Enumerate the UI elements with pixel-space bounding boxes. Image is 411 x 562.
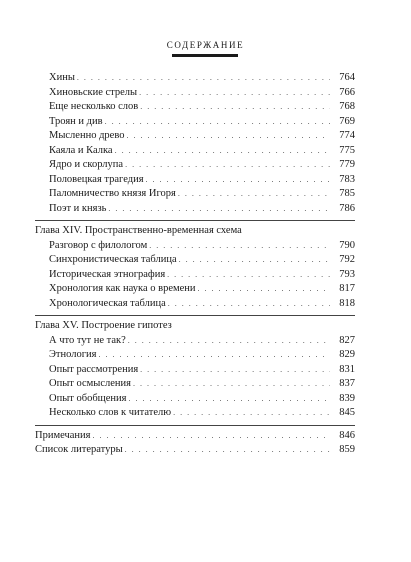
table-of-contents <box>35 71 355 458</box>
toc-entry-title: Опыт осмысления <box>49 378 131 389</box>
dot-leader <box>93 429 330 444</box>
toc-entry-title: Хиновьские стрелы <box>49 86 138 98</box>
dot-leader <box>105 115 330 130</box>
toc-entry[interactable] <box>35 173 355 188</box>
dot-leader <box>168 297 330 312</box>
toc-entry-page: 859 <box>339 444 355 455</box>
dot-leader <box>173 406 330 421</box>
toc-entry[interactable] <box>35 392 355 407</box>
toc-entry[interactable] <box>35 202 355 217</box>
toc-entry[interactable] <box>35 348 355 363</box>
toc-entry-title: А что тут не так? <box>49 334 126 346</box>
toc-entry-page: 827 <box>339 334 355 346</box>
toc-entry-title: Примечания <box>35 429 91 441</box>
toc-entry[interactable] <box>35 377 355 392</box>
toc-entry[interactable] <box>35 253 355 268</box>
toc-entry-title: Еще несколько слов <box>49 101 139 112</box>
toc-entry-title: Троян и див <box>49 115 103 127</box>
toc-entry-title: Поэт и князь <box>49 202 107 214</box>
toc-entry[interactable] <box>35 334 355 349</box>
dot-leader <box>125 443 330 458</box>
dot-leader <box>198 282 330 297</box>
dot-leader <box>99 348 331 363</box>
toc-entry-title: Опыт обобщения <box>49 392 127 404</box>
dot-leader <box>146 173 330 188</box>
dot-leader <box>149 239 330 254</box>
toc-entry-page: 846 <box>339 429 355 441</box>
toc-entry[interactable] <box>35 115 355 130</box>
dot-leader <box>167 268 330 283</box>
toc-entry-page: 786 <box>339 202 355 214</box>
toc-entry-page: 793 <box>339 268 355 280</box>
toc-entry-title: Половецкая трагедия <box>49 173 144 185</box>
chapter-title: Глава XIV. Пространственно-временная схема <box>35 225 242 236</box>
toc-entry-title: Хины <box>49 72 75 83</box>
toc-entry-title: Этнология <box>49 349 97 360</box>
toc-entry[interactable] <box>35 86 355 101</box>
toc-entry[interactable] <box>35 429 355 444</box>
toc-entry-page: 839 <box>339 392 355 404</box>
toc-entry-page: 768 <box>339 101 355 112</box>
dot-leader <box>115 144 330 159</box>
toc-entry-page: 769 <box>339 115 355 127</box>
dot-leader <box>140 100 330 115</box>
toc-entry-title: Разговор с филологом <box>49 239 148 251</box>
toc-entry-page: 817 <box>339 283 355 294</box>
section-divider <box>35 425 355 426</box>
toc-entry[interactable] <box>35 158 355 173</box>
toc-entry-page: 790 <box>339 239 355 251</box>
toc-entry-page: 783 <box>339 173 355 185</box>
dot-leader <box>108 202 330 217</box>
dot-leader <box>77 71 330 86</box>
toc-entry-page: 845 <box>339 407 355 418</box>
toc-entry[interactable] <box>35 239 355 254</box>
toc-entry-title: Мысленно древо <box>49 130 125 141</box>
toc-entry[interactable] <box>35 443 355 458</box>
dot-leader <box>178 187 330 202</box>
toc-entry-page: 774 <box>339 130 355 141</box>
toc-entry-page: 837 <box>339 378 355 389</box>
chapter-title: Глава XV. Построение гипотез <box>35 320 172 331</box>
toc-entry-page: 775 <box>339 144 355 156</box>
toc-entry-title: Историческая этнография <box>49 268 166 280</box>
toc-entry-title: Список литературы <box>35 444 123 455</box>
toc-entry-page: 766 <box>339 86 355 98</box>
toc-entry-page: 764 <box>339 72 355 83</box>
toc-entry-title: Каяла и Калка <box>49 144 113 156</box>
toc-entry-page: 818 <box>339 297 355 309</box>
toc-entry-title: Несколько слов к читателю <box>49 407 172 418</box>
chapter-heading[interactable] <box>35 224 355 239</box>
toc-entry[interactable] <box>35 363 355 378</box>
toc-entry[interactable] <box>35 282 355 297</box>
toc-entry-page: 831 <box>339 363 355 375</box>
dot-leader <box>128 334 330 349</box>
toc-entry-title: Ядро и скорлупа <box>49 159 124 170</box>
toc-entry[interactable] <box>35 268 355 283</box>
dot-leader <box>133 377 330 392</box>
toc-entry[interactable] <box>35 100 355 115</box>
toc-entry[interactable] <box>35 71 355 86</box>
heading-rule <box>172 54 238 57</box>
toc-entry-title: Хронологическая таблица <box>49 297 166 309</box>
toc-entry-title: Паломничество князя Игоря <box>49 188 176 199</box>
dot-leader <box>140 363 330 378</box>
dot-leader <box>125 158 330 173</box>
toc-entry[interactable] <box>35 144 355 159</box>
toc-entry-title: Опыт рассмотрения <box>49 363 139 375</box>
toc-entry-page: 829 <box>339 349 355 360</box>
toc-entry-title: Синхронистическая таблица <box>49 254 177 265</box>
dot-leader <box>139 86 330 101</box>
toc-entry-page: 785 <box>339 188 355 199</box>
section-divider <box>35 315 355 316</box>
toc-entry[interactable] <box>35 187 355 202</box>
dot-leader <box>179 253 330 268</box>
dot-leader <box>128 392 330 407</box>
dot-leader <box>126 129 330 144</box>
toc-entry[interactable] <box>35 406 355 421</box>
page-heading: СОДЕРЖАНИЕ <box>166 40 245 50</box>
toc-entry-title: Хронология как наука о времени <box>49 283 196 294</box>
toc-entry-page: 792 <box>339 254 355 265</box>
toc-entry[interactable] <box>35 129 355 144</box>
toc-entry-page: 779 <box>339 159 355 170</box>
section-divider <box>35 220 355 221</box>
toc-entry[interactable] <box>35 297 355 312</box>
chapter-heading[interactable] <box>35 319 355 334</box>
